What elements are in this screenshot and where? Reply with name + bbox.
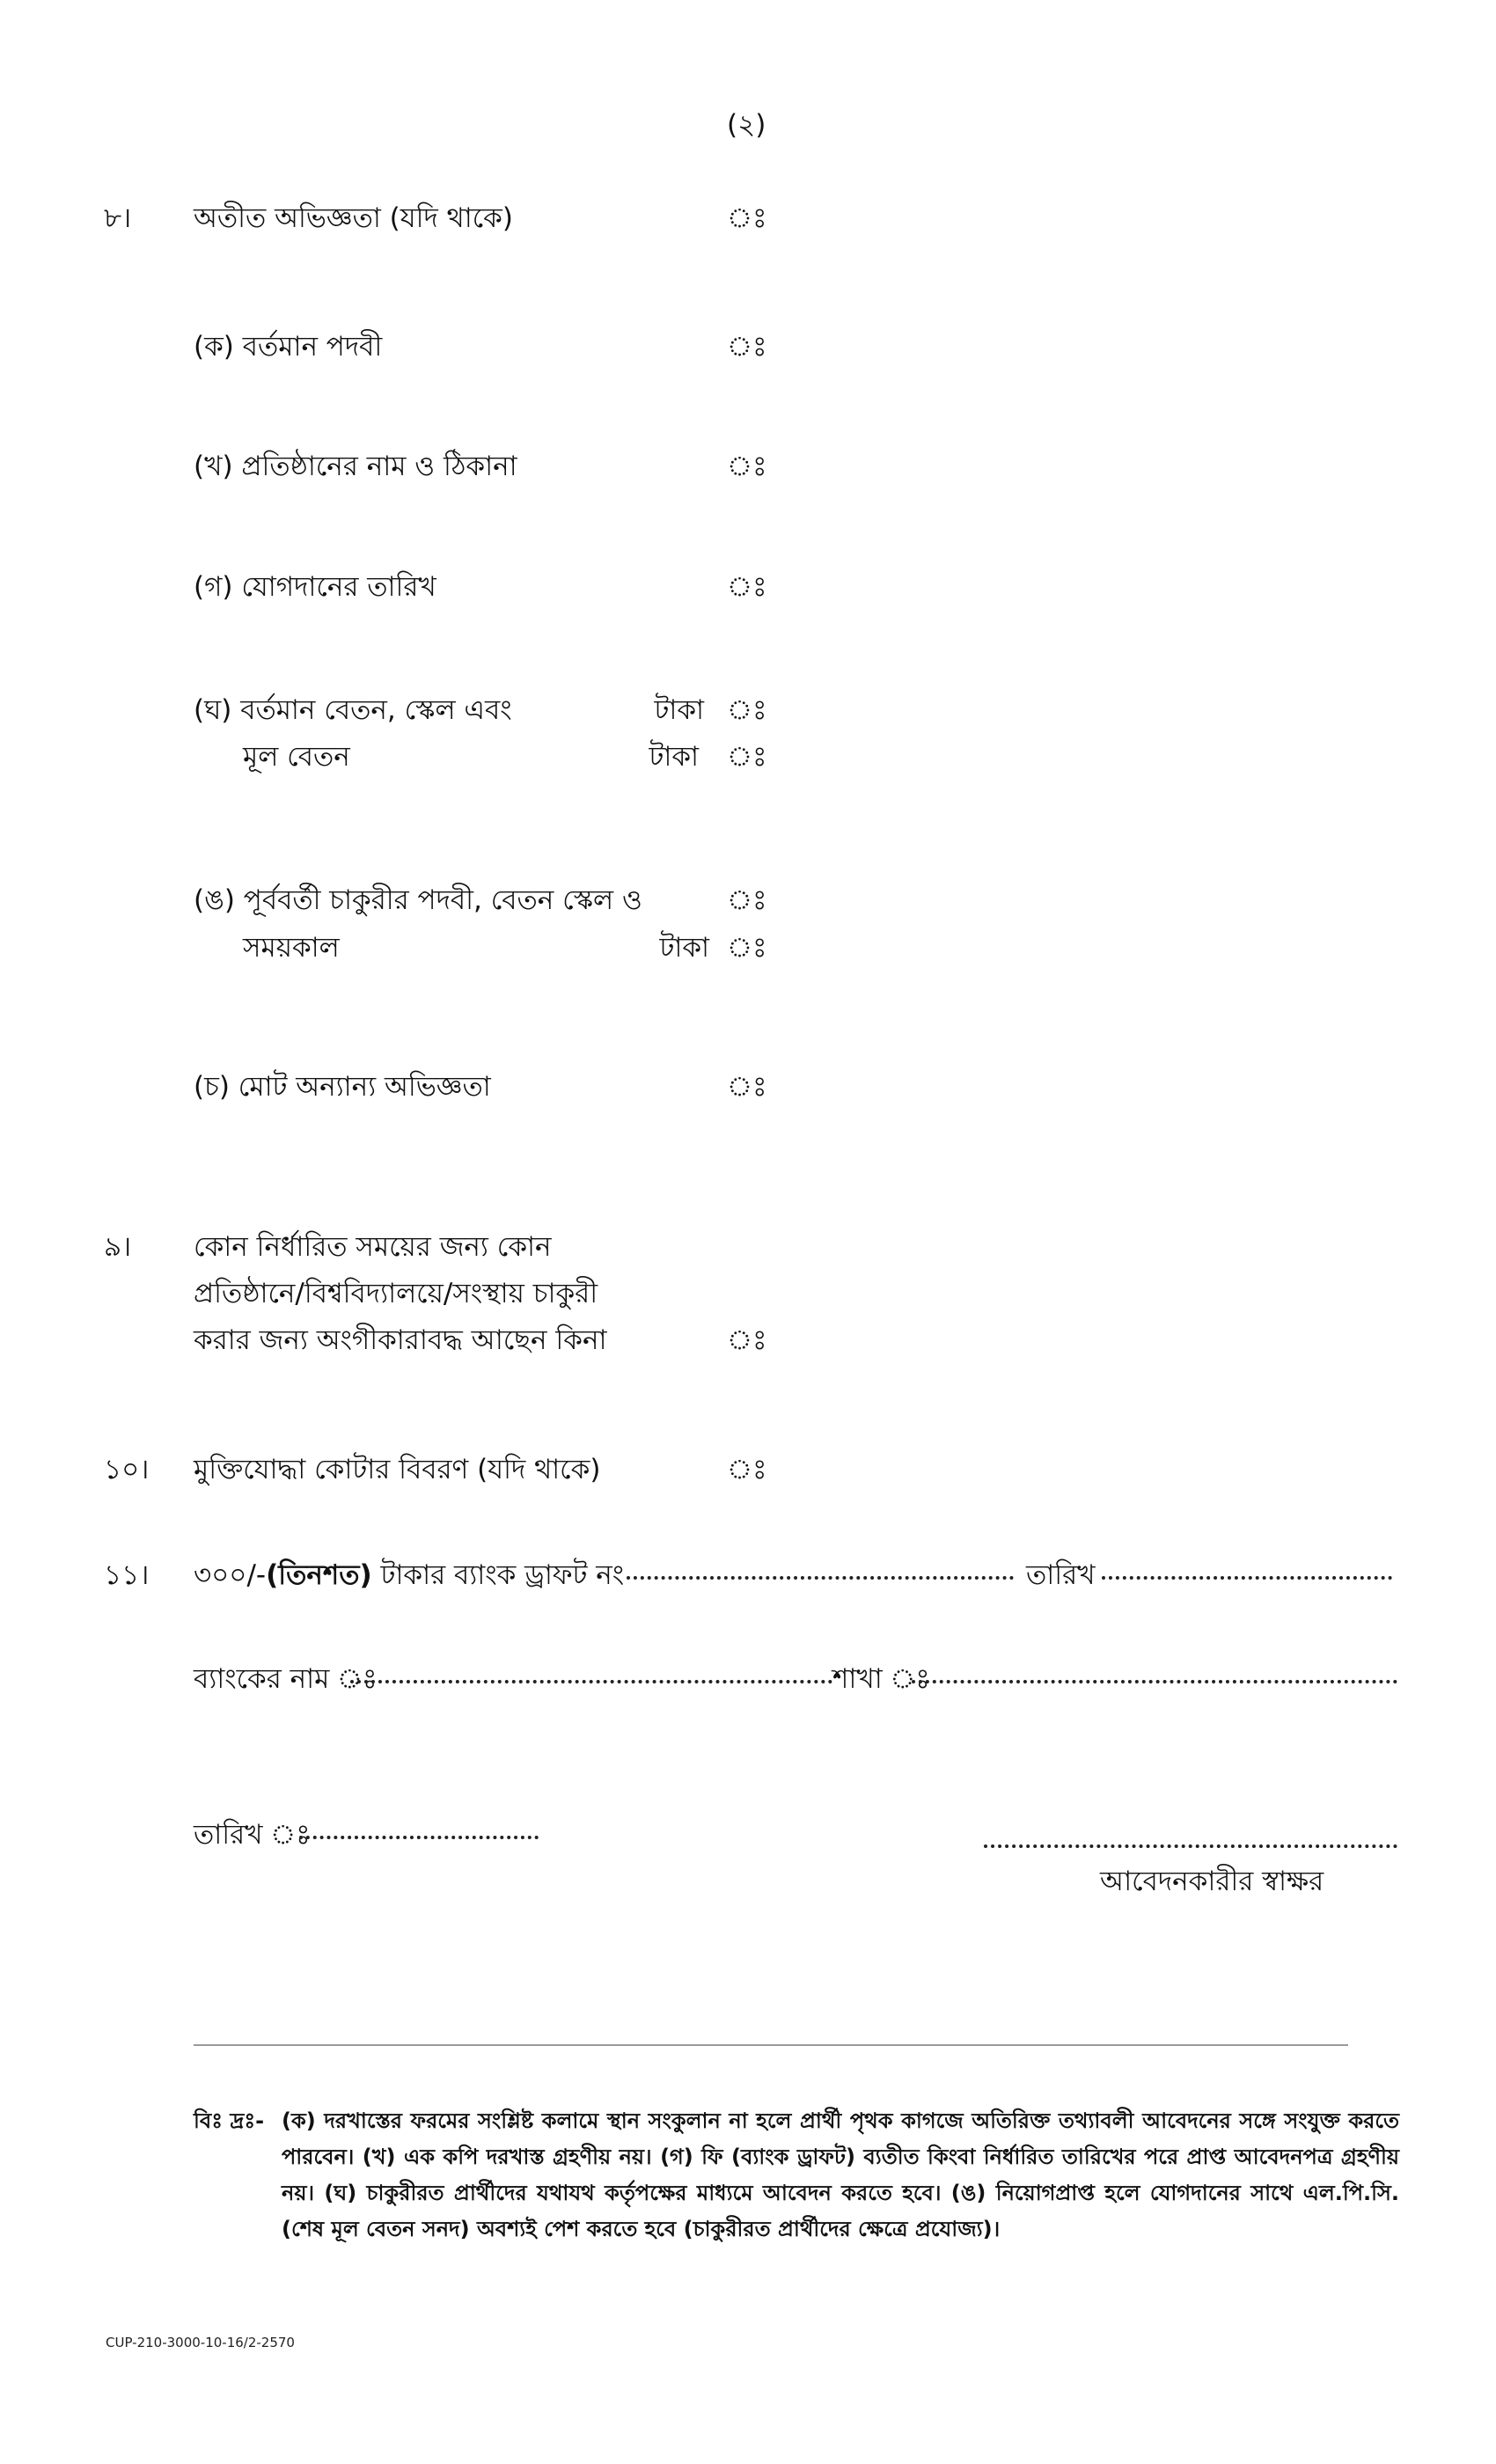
q9-number: ৯। (104, 1231, 132, 1263)
note-divider (194, 2044, 1348, 2046)
signature-line[interactable] (984, 1844, 1397, 1848)
q8-kha-label: (খ) প্রতিষ্ঠানের নাম ও ঠিকানা (194, 451, 517, 482)
footer-date-label: তারিখ ঃ (194, 1819, 311, 1851)
q11-draft-line (194, 1558, 624, 1593)
q9-colon: ঃ (727, 1324, 767, 1356)
q8-gha-line1: (ঘ) বর্তমান বেতন, স্কেল এবং (194, 694, 512, 726)
page-number: (২) (727, 109, 766, 141)
q8-ka-label: (ক) বর্তমান পদবী (194, 331, 383, 363)
draft-number-field[interactable] (627, 1576, 1014, 1580)
q8-gha-colon-2: ঃ (727, 741, 767, 773)
q11-date-label: তারিখ (1026, 1559, 1096, 1591)
bank-name-label: ব্যাংকের নাম ঃ (194, 1663, 378, 1695)
q9-line3: করার জন্য অংগীকারাবদ্ধ আছেন কিনা (194, 1324, 607, 1356)
q10-colon: ঃ (727, 1454, 767, 1485)
q10-label: মুক্তিযোদ্ধা কোটার বিবরণ (যদি থাকে) (194, 1454, 601, 1485)
q11-amount: ৩০০/- (194, 1559, 267, 1591)
q8-cha-label: (চ) মোট অন্যান্য অভিজ্ঞতা (194, 1071, 491, 1103)
q8-uma-line1: (ঙ) পূর্ববর্তী চাকুরীর পদবী, বেতন স্কেল ও (194, 884, 642, 916)
q8-ga-label: (গ) যোগদানের তারিখ (194, 571, 436, 603)
q9-line2: প্রতিষ্ঠানে/বিশ্ববিদ্যালয়ে/সংস্থায় চাকুরী (194, 1278, 598, 1309)
q11-number: ১১। (104, 1559, 150, 1591)
q8-uma-line2: সময়কাল (243, 932, 340, 964)
q8-ka-colon: ঃ (727, 331, 767, 363)
signature-label: আবেদনকারীর স্বাক্ষর (1100, 1866, 1324, 1897)
draft-date-field[interactable] (1102, 1576, 1392, 1580)
q8-number: ৮। (104, 202, 132, 234)
q11-draft-text: টাকার ব্যাংক ড্রাফট নং (380, 1559, 625, 1591)
note-label: বিঃ দ্রঃ- (194, 2108, 265, 2133)
q8-ga-colon: ঃ (727, 571, 767, 603)
q8-kha-colon: ঃ (727, 451, 767, 482)
print-code: CUP-210-3000-10-16/2-2570 (106, 2335, 295, 2350)
note-text: (ক) দরখাস্তের ফরমের সংশ্লিষ্ট কলামে স্থান সংকুলান না হলে প্রার্থী পৃথক কাগজে অতিরিক্ত তথ্যাবলী আবেদনের সঙ্গে সংযুক্ত করতে পারবেন। (খ) এক কপি দরখাস্ত গ্রহণীয় নয়। (গ) ফি (ব্যাংক ড্রাফট) ব্যতীত কিংবা নির্ধারিত তারিখের পরে প্রাপ্ত আবেদনপত্র গ্রহণীয় নয়। (ঘ) চাকুরীরত প্রার্থীদের যথাযথ কর্তৃপক্ষের মাধ্যমে আবেদন করতে হবে। (ঙ) নিয়োগপ্রাপ্ত হলে যোগদানের সাথে এল.পি.সি. (শেষ মূল বেতন সনদ) অবশ্যই পেশ করতে হবে (চাকুরীরত প্রার্থীদের ক্ষেত্রে প্রযোজ্য)। (282, 2108, 1399, 2241)
q8-cha-colon: ঃ (727, 1071, 767, 1103)
q8-uma-taka: টাকা (659, 932, 709, 964)
footer-date-field[interactable] (299, 1836, 539, 1839)
branch-field[interactable] (912, 1680, 1397, 1683)
q8-gha-colon-1: ঃ (727, 694, 767, 726)
q8-gha-line2: মূল বেতন (243, 741, 350, 773)
branch-label: শাখা ঃ (832, 1663, 930, 1695)
q8-gha-taka-1: টাকা (654, 694, 704, 726)
q8-label: অতীত অভিজ্ঞতা (যদি থাকে) (194, 202, 513, 234)
q8-uma-colon-2: ঃ (727, 932, 767, 964)
q8-uma-colon-1: ঃ (727, 884, 767, 916)
q11-amount-words: (তিনশত) (266, 1559, 372, 1591)
q9-line1: কোন নির্ধারিত সময়ের জন্য কোন (194, 1231, 552, 1263)
q10-number: ১০। (104, 1454, 150, 1485)
q8-colon: ঃ (727, 202, 767, 234)
bank-name-field[interactable] (350, 1680, 832, 1683)
q8-gha-taka-2: টাকা (649, 741, 699, 773)
